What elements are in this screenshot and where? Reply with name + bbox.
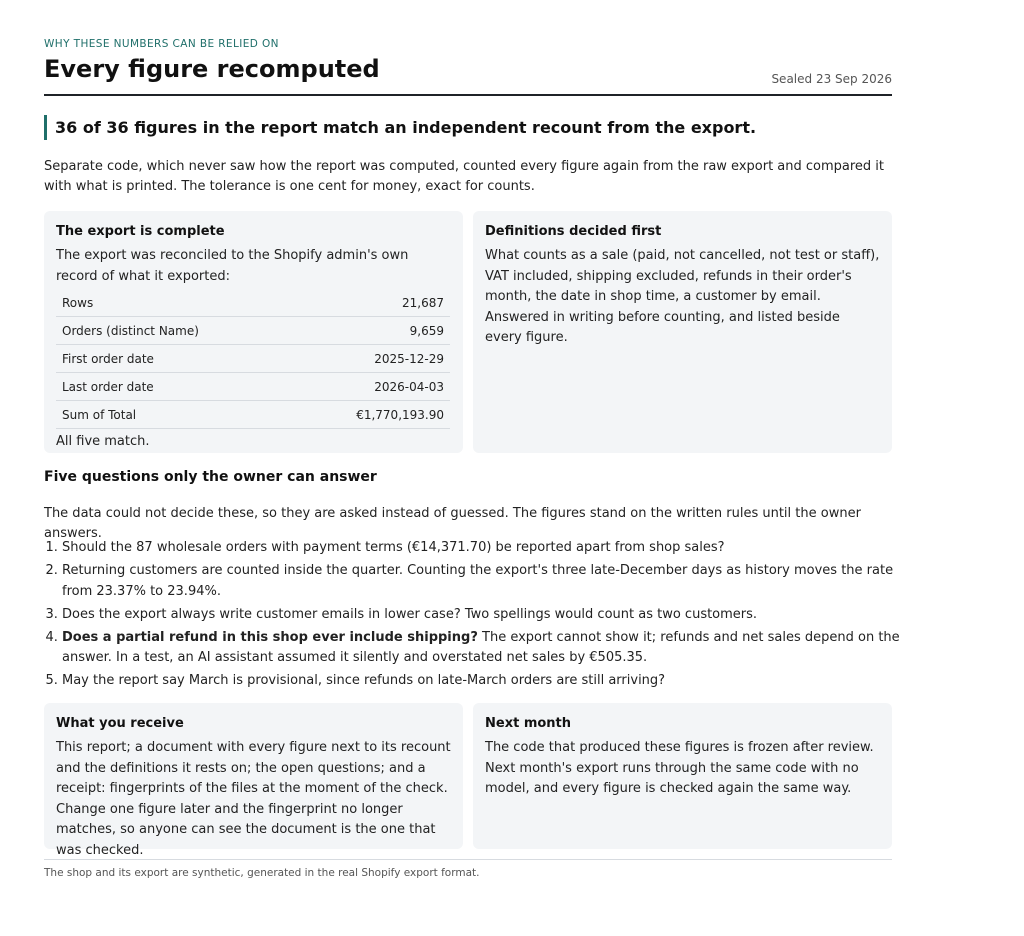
definitions-card: [473, 211, 892, 453]
header-divider: [44, 94, 892, 96]
footer-divider: [44, 859, 892, 860]
questions-heading: Five questions only the owner can answer: [44, 469, 377, 485]
row-value: 2026-04-03: [292, 373, 450, 401]
list-item: [62, 671, 902, 692]
export-card-title: The export is complete: [56, 224, 225, 239]
row-value: 21,687: [292, 289, 450, 317]
next-month-card: [473, 703, 892, 849]
question-text: The export cannot show it; refunds and net sales depend on the answer. In a test, an AI assistant assumed it silently and overstated net sales by €505.35.: [62, 629, 900, 665]
headline-callout: 36 of 36 figures in the report match an independent recount from the export.: [44, 115, 756, 140]
export-card-text: The export was reconciled to the Shopify admin's own record of what it exported:: [56, 248, 409, 284]
table-row: [56, 373, 450, 401]
table-row: [56, 345, 450, 373]
question-text: Does the export always write customer emails in lower case? Two spellings would count as two customers.: [62, 606, 758, 622]
question-text: Should the 87 wholesale orders with payment terms (€14,371.70) be reported apart from shop sales?: [62, 540, 725, 555]
list-item: [62, 561, 902, 602]
row-value: 2025-12-29: [292, 345, 450, 373]
definitions-card-text: What counts as a sale (paid, not cancelled, not test or staff), VAT included, shipping excluded, refunds in their order's month, the date in shop time, a customer by email. Answered in writing before counting, and listed beside every figure.: [485, 248, 880, 345]
owner-questions-list: [44, 538, 902, 694]
table-row: [56, 317, 450, 345]
questions-intro: The data could not decide these, so they are asked instead of guessed. The figures stand on the written rules until the owner answers.: [44, 506, 861, 541]
eyebrow-label: WHY THESE NUMBERS CAN BE RELIED ON: [44, 38, 279, 50]
row-value: 9,659: [292, 317, 450, 345]
list-item: [62, 538, 902, 559]
definitions-card-title: Definitions decided first: [485, 224, 662, 239]
page-title: Every figure recomputed: [44, 55, 380, 83]
list-item: [62, 605, 902, 626]
question-text: May the report say March is provisional, since refunds on late-March orders are still arriving?: [62, 673, 666, 688]
row-label: Orders (distinct Name): [56, 317, 292, 345]
next-card-text: The code that produced these figures is frozen after review. Next month's export runs through the same code with no model, and every figure is checked again the same way.: [485, 740, 874, 796]
footnote: The shop and its export are synthetic, generated in the real Shopify export format.: [44, 867, 480, 879]
list-item: [62, 628, 902, 669]
receive-card-title: What you receive: [56, 716, 184, 731]
export-complete-card: [44, 211, 463, 453]
receive-card-text: This report; a document with every figure next to its recount and the definitions it rests on; the open questions; and a receipt: fingerprints of the files at the moment of the check. Change one figure later and the fingerprint no longer matches, so anyone can see the document is the one that was checked.: [56, 740, 451, 858]
question-text: Returning customers are counted inside the quarter. Counting the export's three late-December days as history moves the rate from 23.37% to 23.94%.: [62, 563, 894, 599]
table-row: [56, 401, 450, 429]
row-label: Sum of Total: [56, 401, 292, 429]
row-label: First order date: [56, 345, 292, 373]
export-card-footer: All five match.: [56, 434, 150, 449]
intro-paragraph: Separate code, which never saw how the report was computed, counted every figure again from the raw export and compared it with what is printed. The tolerance is one cent for money, exact for counts.: [44, 159, 885, 194]
next-card-title: Next month: [485, 716, 572, 731]
question-emphasis: Does a partial refund in this shop ever include shipping?: [62, 629, 478, 645]
row-value: €1,770,193.90: [292, 401, 450, 429]
row-label: Last order date: [56, 373, 292, 401]
what-you-receive-card: [44, 703, 463, 858]
table-row: [56, 289, 450, 317]
row-label: Rows: [56, 289, 292, 317]
export-reconciliation-table: [56, 289, 450, 429]
sealed-date: Sealed 23 Sep 2026: [771, 72, 892, 86]
